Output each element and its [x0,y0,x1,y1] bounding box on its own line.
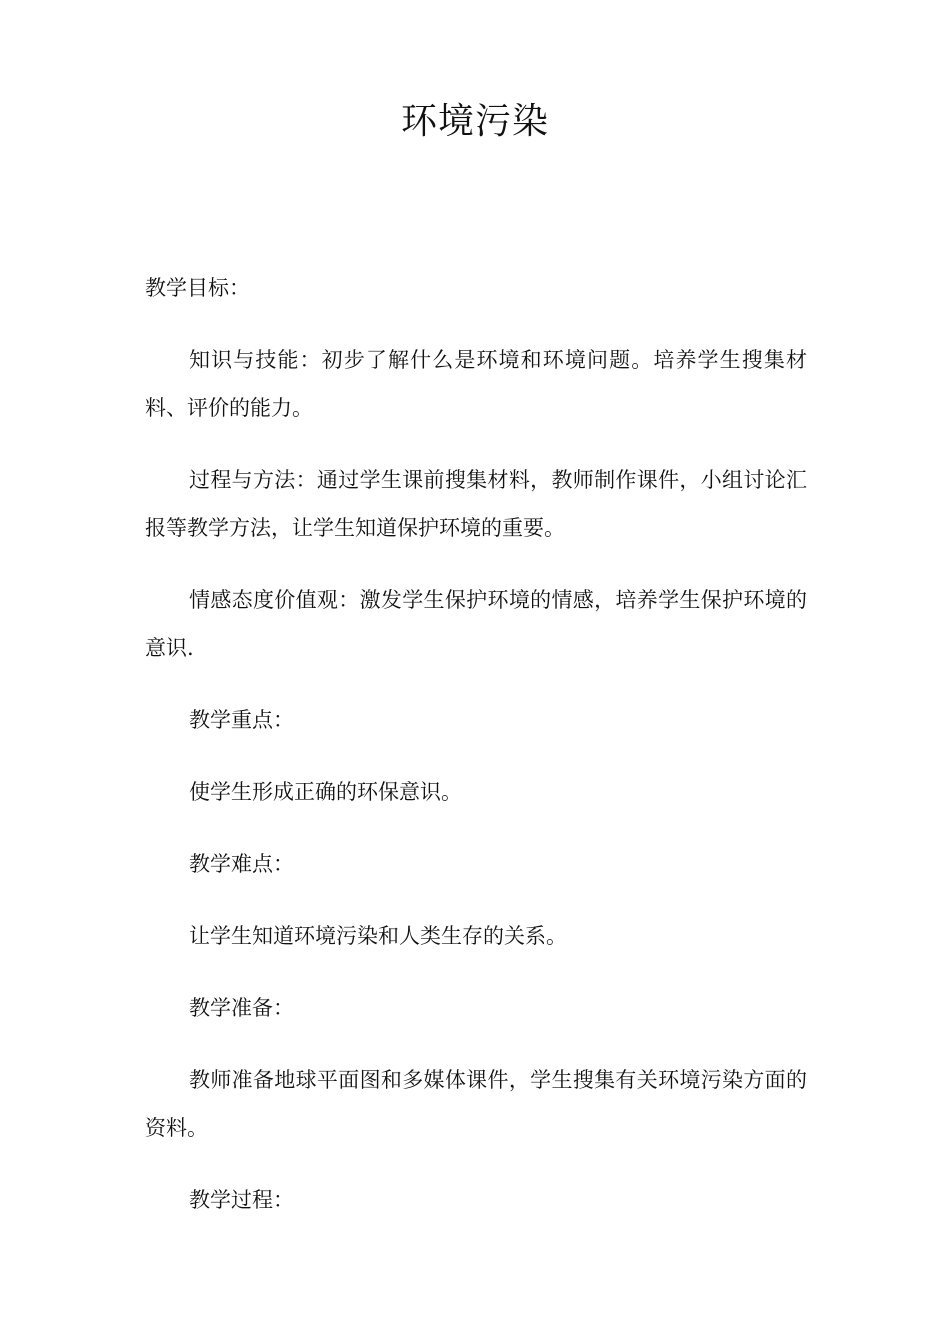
difficulties-paragraph: 让学生知道环境污染和人类生存的关系。 [189,924,567,948]
key-points-paragraph: 使学生形成正确的环保意识。 [189,780,462,804]
process-heading: 教学过程： [189,1188,294,1212]
emotion-values-paragraph: 情感态度价值观：激发学生保护环境的情感，培养学生保护环境的意识. [145,588,807,660]
preparation-heading: 教学准备： [189,996,294,1020]
key-points-heading: 教学重点： [189,708,294,732]
process-methods-paragraph: 过程与方法：通过学生课前搜集材料，教师制作课件，小组讨论汇报等教学方法，让学生知道保护环境的重要。 [145,468,807,540]
knowledge-skills-paragraph: 知识与技能：初步了解什么是环境和环境问题。培养学生搜集材料、评价的能力。 [145,348,807,420]
preparation-paragraph: 教师准备地球平面图和多媒体课件，学生搜集有关环境污染方面的资料。 [145,1068,807,1140]
document-body [145,264,807,1248]
document-title: 环境污染 [400,101,549,142]
difficulties-heading: 教学难点： [189,852,294,876]
objectives-heading: 教学目标： [145,276,250,300]
